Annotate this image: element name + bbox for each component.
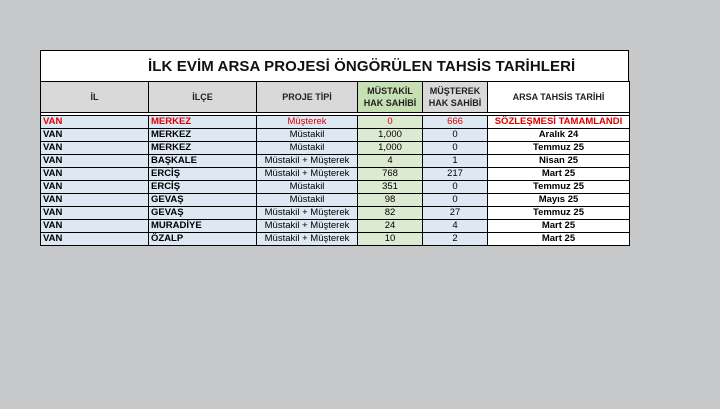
cell-proje-tipi[interactable]: Müstakil	[257, 129, 358, 142]
table-row	[41, 168, 630, 181]
cell-musterek[interactable]: 1	[423, 155, 488, 168]
table-row	[41, 129, 630, 142]
cell-il[interactable]: VAN	[41, 116, 149, 129]
cell-proje-tipi[interactable]: Müstakil + Müşterek	[257, 155, 358, 168]
cell-musterek[interactable]: 0	[423, 194, 488, 207]
header-musterek-line1: MÜŞTEREK	[429, 86, 481, 96]
cell-proje-tipi[interactable]: Müstakil + Müşterek	[257, 168, 358, 181]
cell-tarih[interactable]: Temmuz 25	[488, 181, 630, 194]
header-mustakil-line1: MÜSTAKİL	[367, 86, 413, 96]
cell-il[interactable]: VAN	[41, 233, 149, 246]
cell-mustakil[interactable]: 82	[358, 207, 423, 220]
cell-tarih[interactable]: Aralık 24	[488, 129, 630, 142]
table-row	[41, 194, 630, 207]
cell-mustakil[interactable]: 0	[358, 116, 423, 129]
cell-tarih[interactable]: Mart 25	[488, 220, 630, 233]
cell-proje-tipi[interactable]: Müstakil + Müşterek	[257, 220, 358, 233]
cell-mustakil[interactable]: 98	[358, 194, 423, 207]
cell-mustakil[interactable]: 1,000	[358, 142, 423, 155]
cell-musterek[interactable]: 0	[423, 142, 488, 155]
allocation-table	[40, 81, 630, 246]
cell-tarih[interactable]: Mart 25	[488, 233, 630, 246]
table-row	[41, 155, 630, 168]
cell-musterek[interactable]: 666	[423, 116, 488, 129]
header-mustakil	[358, 82, 423, 113]
cell-musterek[interactable]: 0	[423, 181, 488, 194]
cell-mustakil[interactable]: 1,000	[358, 129, 423, 142]
cell-ilce[interactable]: ÖZALP	[149, 233, 257, 246]
cell-ilce[interactable]: MERKEZ	[149, 142, 257, 155]
cell-proje-tipi[interactable]: Müstakil + Müşterek	[257, 233, 358, 246]
cell-mustakil[interactable]: 24	[358, 220, 423, 233]
cell-ilce[interactable]: ERCİŞ	[149, 168, 257, 181]
header-ilce: İLÇE	[149, 82, 257, 113]
cell-mustakil[interactable]: 768	[358, 168, 423, 181]
table-row	[41, 116, 630, 129]
cell-ilce[interactable]: GEVAŞ	[149, 207, 257, 220]
cell-ilce[interactable]: ERCİŞ	[149, 181, 257, 194]
cell-tarih[interactable]: Nisan 25	[488, 155, 630, 168]
cell-proje-tipi[interactable]: Müstakil	[257, 142, 358, 155]
cell-musterek[interactable]: 2	[423, 233, 488, 246]
cell-mustakil[interactable]: 10	[358, 233, 423, 246]
table-row	[41, 207, 630, 220]
cell-musterek[interactable]: 4	[423, 220, 488, 233]
cell-proje-tipi[interactable]: Müstakil	[257, 194, 358, 207]
cell-mustakil[interactable]: 351	[358, 181, 423, 194]
cell-il[interactable]: VAN	[41, 194, 149, 207]
cell-proje-tipi[interactable]: Müstakil + Müşterek	[257, 207, 358, 220]
cell-il[interactable]: VAN	[41, 207, 149, 220]
cell-il[interactable]: VAN	[41, 142, 149, 155]
cell-musterek[interactable]: 217	[423, 168, 488, 181]
header-proje-tipi: PROJE TİPİ	[257, 82, 358, 113]
cell-il[interactable]: VAN	[41, 181, 149, 194]
cell-ilce[interactable]: MURADİYE	[149, 220, 257, 233]
cell-mustakil[interactable]: 4	[358, 155, 423, 168]
cell-il[interactable]: VAN	[41, 220, 149, 233]
cell-proje-tipi[interactable]: Müşterek	[257, 116, 358, 129]
cell-tarih[interactable]: Temmuz 25	[488, 207, 630, 220]
cell-ilce[interactable]: MERKEZ	[149, 116, 257, 129]
spreadsheet	[40, 50, 629, 246]
cell-tarih[interactable]: Temmuz 25	[488, 142, 630, 155]
table-title: İLK EVİM ARSA PROJESİ ÖNGÖRÜLEN TAHSİS TARİHLERİ	[40, 50, 629, 81]
header-musterek-line2: HAK SAHİBİ	[428, 98, 482, 108]
cell-ilce[interactable]: GEVAŞ	[149, 194, 257, 207]
header-il: İL	[41, 82, 149, 113]
cell-tarih[interactable]: Mart 25	[488, 168, 630, 181]
cell-musterek[interactable]: 0	[423, 129, 488, 142]
cell-musterek[interactable]: 27	[423, 207, 488, 220]
header-tarih: ARSA TAHSİS TARİHİ	[488, 82, 630, 113]
header-mustakil-line2: HAK SAHİBİ	[363, 98, 417, 108]
table-row	[41, 142, 630, 155]
cell-proje-tipi[interactable]: Müstakil	[257, 181, 358, 194]
header-row	[41, 82, 630, 113]
cell-il[interactable]: VAN	[41, 155, 149, 168]
cell-ilce[interactable]: MERKEZ	[149, 129, 257, 142]
table-row	[41, 181, 630, 194]
cell-il[interactable]: VAN	[41, 129, 149, 142]
cell-tarih[interactable]: SÖZLEŞMESİ TAMAMLANDI	[488, 116, 630, 129]
table-row	[41, 233, 630, 246]
cell-ilce[interactable]: BAŞKALE	[149, 155, 257, 168]
header-musterek	[423, 82, 488, 113]
table-row	[41, 220, 630, 233]
cell-il[interactable]: VAN	[41, 168, 149, 181]
cell-tarih[interactable]: Mayıs 25	[488, 194, 630, 207]
